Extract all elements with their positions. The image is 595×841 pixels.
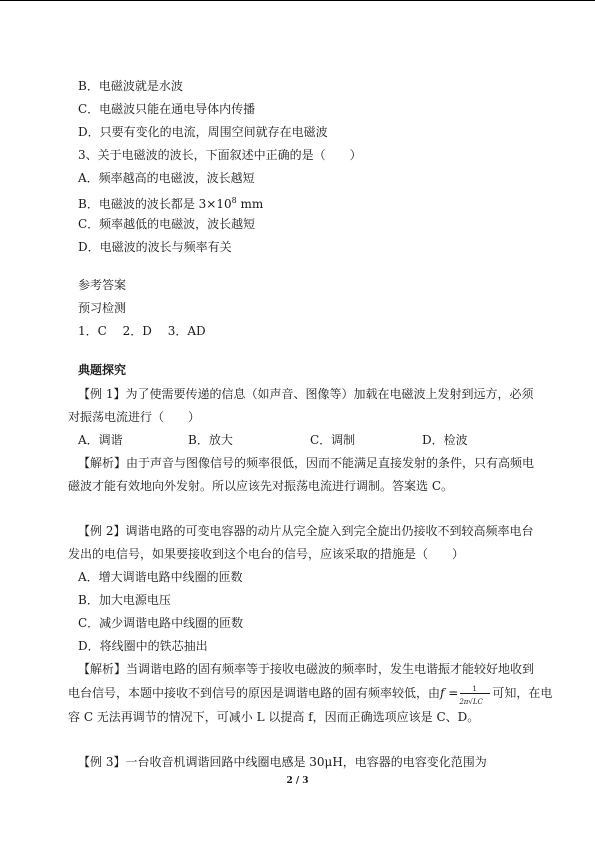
ex2-line2: 发出的电信号，如果要接收到这个电台的信号，应该采取的措施是（ ） — [68, 547, 465, 561]
ex1-option-b: B．放大 — [188, 433, 233, 447]
formula-denominator: 2π√LC — [459, 697, 483, 706]
ex2-solution-line3: 容 C 无法再调节的情况下，可减小 L 以提高 f，因而正确选项应该是 C、D。 — [68, 710, 480, 724]
q2-option-c: C．电磁波只能在通电导体内传播 — [78, 102, 256, 116]
section-title: 典题探究 — [78, 363, 127, 377]
ex1-option-d: D．检波 — [422, 433, 468, 447]
ex2-option-a: A．增大调谐电路中线圈的匝数 — [78, 570, 243, 584]
ex2-solution-line2 — [68, 684, 553, 706]
q3-option-c: C．频率越低的电磁波，波长越短 — [78, 217, 256, 231]
ex3-line1: 【例 3】一台收音机调谐回路中线圈电感是 30μH，电容器的电容变化范围为 — [78, 755, 487, 769]
ex2-line1: 【例 2】调谐电路的可变电容器的动片从完全旋入到完全旋出仍接收不到较高频率电台 — [78, 524, 534, 538]
answers-heading: 参考答案 — [78, 278, 127, 292]
ex1-solution-line1: 【解析】由于声音与图像信号的频率很低，因而不能满足直接发射的条件，只有高频电 — [78, 456, 535, 470]
q3-stem: 3、关于电磁波的波长，下面叙述中正确的是（ ） — [78, 148, 362, 162]
answers-subheading: 预习检测 — [78, 301, 127, 315]
formula-numerator: 1 — [472, 684, 477, 693]
formula-fraction — [458, 684, 492, 706]
ex1-option-a: A．调谐 — [78, 433, 123, 447]
q3-option-d: D．电磁波的波长与频率有关 — [78, 240, 232, 254]
formula-lhs: f = — [440, 686, 459, 700]
ex2-option-d: D．将线圈中的铁芯抽出 — [78, 639, 208, 653]
ex2-solution-line1: 【解析】当调谐电路的固有频率等于接收电磁波的频率时，发生电谐振才能较好地收到 — [78, 662, 535, 676]
answers-text: 1．C 2．D 3．AD — [78, 324, 206, 338]
q3-option-b-exponent: 8 — [231, 196, 237, 205]
ex2-solution-line2-text: 电台信号，本题中接收不到信号的原因是调谐电路的固有频率较低，由 — [68, 686, 441, 700]
page-top-border — [0, 0, 595, 1]
ex1-solution-line2: 磁波才能有效地向外发射。所以应该先对振荡电流进行调制。答案选 C。 — [68, 479, 453, 493]
ex1-option-c: C．调制 — [310, 433, 356, 447]
q3-option-b-text: B．电磁波的波长都是 3×10 — [78, 197, 232, 211]
q3-option-a: A．频率越高的电磁波，波长越短 — [78, 171, 255, 185]
q3-option-b — [78, 193, 263, 212]
ex2-option-b: B．加大电源电压 — [78, 593, 171, 607]
ex2-solution-line2-tail: 可知，在电 — [492, 686, 553, 700]
page-number: 2 / 3 — [286, 776, 309, 786]
ex1-line1: 【例 1】为了使需要传递的信息（如声音、图像等）加载在电磁波上发射到远方，必须 — [78, 387, 534, 401]
q3-option-b-unit: mm — [236, 197, 264, 211]
ex2-option-c: C．减少调谐电路中线圈的匝数 — [78, 616, 244, 630]
q2-option-d: D．只要有变化的电流，周围空间就存在电磁波 — [78, 125, 328, 139]
q2-option-b: B．电磁波就是水波 — [78, 79, 183, 93]
ex1-line2: 对振荡电流进行（ ） — [68, 410, 201, 424]
